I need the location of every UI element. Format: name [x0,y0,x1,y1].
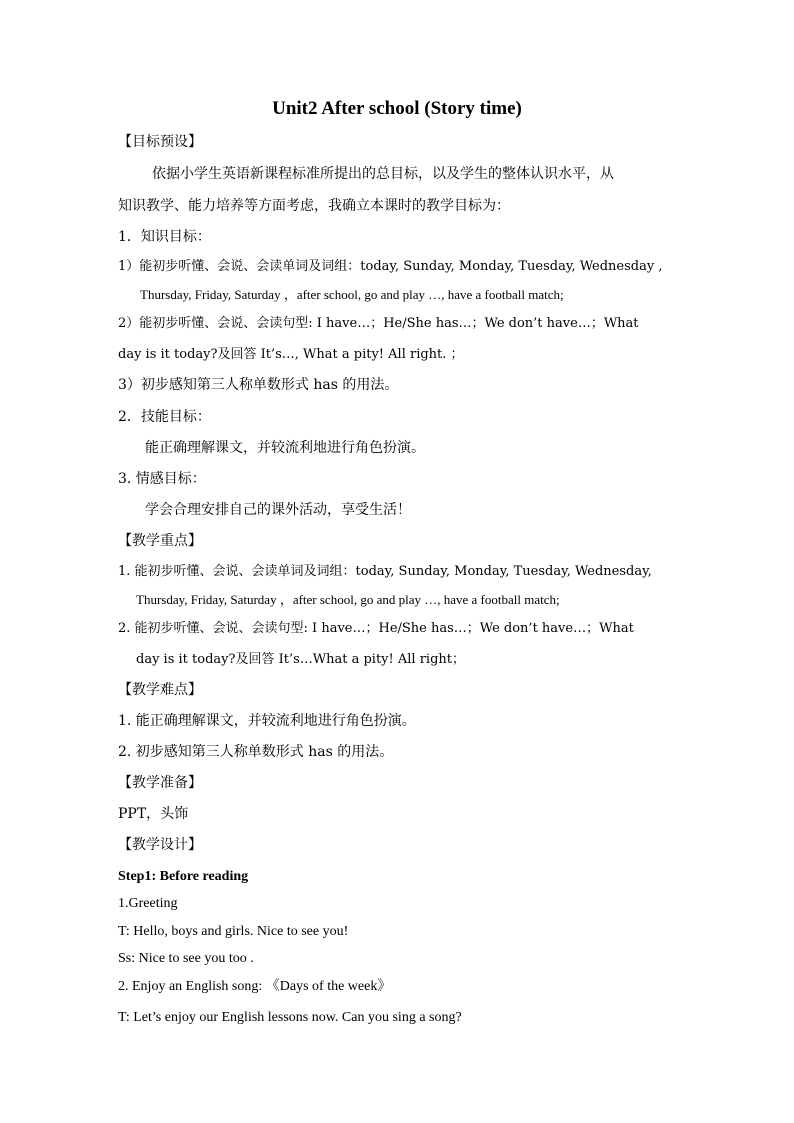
section-heading-preparation: 【教学准备】 [118,775,202,791]
paragraph-line: PPT，头饰 [118,806,189,822]
list-heading: 3. 情感目标： [118,471,206,487]
paragraph-line: 能正确理解课文，并较流利地进行角色扮演。 [145,440,425,456]
section-heading-key-points: 【教学重点】 [118,533,202,549]
paragraph-line: 依据小学生英语新课程标准所提出的总目标，以及学生的整体认识水平，从 [152,166,614,182]
dialogue-line: Ss: Nice to see you too . [118,951,254,966]
paragraph-line: 学会合理安排自己的课外活动，享受生活！ [145,502,411,518]
section-heading-design: 【教学设计】 [118,837,202,853]
list-item: 1）能初步听懂、会说、会读单词及词组：today, Sunday, Monday, Tuesday, Wednesday , [118,259,663,274]
section-heading-difficulties: 【教学难点】 [118,682,202,698]
list-item: 2. 初步感知第三人称单数形式 has 的用法。 [118,744,394,760]
list-heading: 1．知识目标： [118,229,211,245]
paragraph-line: 2. Enjoy an English song: 《Days of the week》 [118,979,392,994]
list-item: 1. 能正确理解课文，并较流利地进行角色扮演。 [118,713,416,729]
list-item: 3）初步感知第三人称单数形式 has 的用法。 [118,377,399,393]
list-item-continuation: Thursday, Friday, Saturday ，after school, go and play …, have a football match; [140,287,564,302]
paragraph-line: 1.Greeting [118,896,178,911]
step-heading: Step1: Before reading [118,869,249,884]
document-title: Unit2 After school (Story time) [272,98,522,119]
list-item: 2）能初步听懂、会说、会读句型: I have…；He/She has…；We don’t have…；What [118,316,639,331]
list-item-continuation: day is it today?及回答 It’s…What a pity! All right； [136,652,466,667]
list-item: 2. 能初步听懂、会说、会读句型: I have…；He/She has…；We don’t have…；What [118,621,634,636]
section-heading-goals: 【目标预设】 [118,134,202,150]
list-item: 1. 能初步听懂、会说、会读单词及词组：today, Sunday, Monday, Tuesday, Wednesday, [118,564,652,579]
paragraph-line: 知识教学、能力培养等方面考虑，我确立本课时的教学目标为： [118,198,510,214]
dialogue-line: T: Let’s enjoy our English lessons now. Can you sing a song? [118,1010,462,1025]
list-item-continuation: Thursday, Friday, Saturday ，after school, go and play …, have a football match; [136,592,560,607]
list-item-continuation: day is it today?及回答 It’s…, What a pity! All right. ； [118,347,464,362]
list-heading: 2．技能目标： [118,409,211,425]
dialogue-line: T: Hello, boys and girls. Nice to see you! [118,924,349,939]
